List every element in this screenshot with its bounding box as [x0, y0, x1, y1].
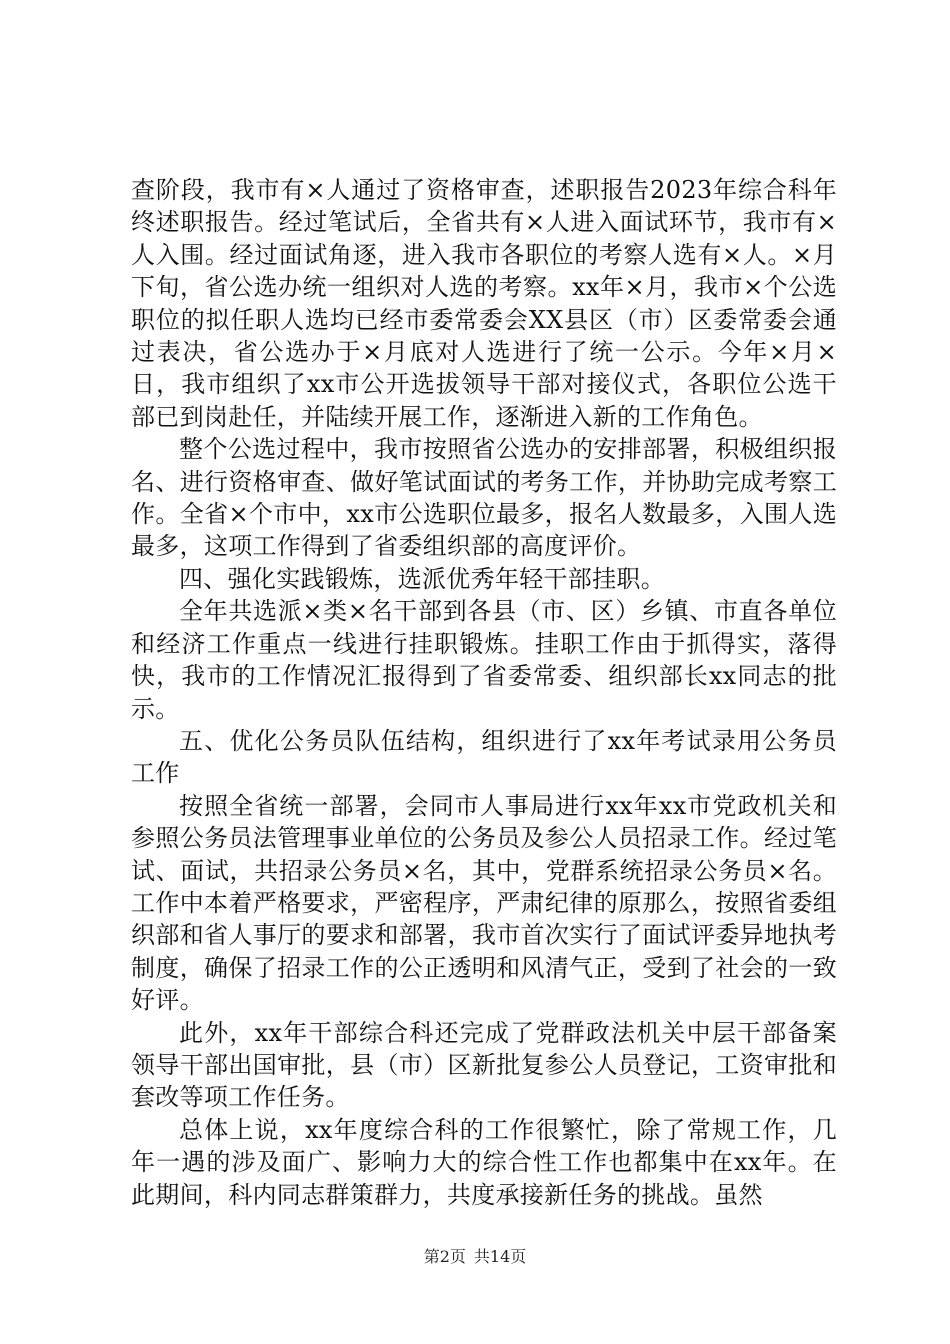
paragraph: 总体上说，xx年度综合科的工作很繁忙，除了常规工作，几年一遇的涉及面广、影响力大的综合性工作也都集中在xx年。在此期间，科内同志群策群力，共度承接新任务的挑战。虽然	[131, 1115, 837, 1209]
paragraph: 按照全省统一部署，会同市人事局进行xx年xx市党政机关和参照公务员法管理事业单位的公务员及参公人员招录工作。经过笔试、面试，共招录公务员×名，其中，党群系统招录公务员×名。工作中本着严格要求，严密程序，严肃纪律的原那么，按照省委组织部和省人事厅的要求和部署，我市首次实行了面试评委异地执考制度，确保了招录工作的公正透明和风清气正，受到了社会的一致好评。	[131, 791, 837, 1015]
page-footer	[0, 1244, 950, 1267]
paragraph: 查阶段，我市有×人通过了资格审查，述职报告2023年综合科年终述职报告。经过笔试后，全省共有×人进入面试环节，我市有×人入围。经过面试角逐，进入我市各职位的考察人选有×人。×月下旬，省公选办统一组织对人选的考察。xx年×月，我市×个公选职位的拟任职人选均已经市委常委会XX县区（市）区委常委会通过表决，省公选办于×月底对人选进行了统一公示。今年×月×日，我市组织了xx市公开选拔领导干部对接仪式，各职位公选干部已到岗赴任，并陆续开展工作，逐渐进入新的工作角色。	[131, 176, 837, 431]
paragraph: 全年共选派×类×名干部到各县（市、区）乡镇、市直各单位和经济工作重点一线进行挂职锻炼。挂职工作由于抓得实，落得快，我市的工作情况汇报得到了省委常委、组织部长xx同志的批示。	[131, 597, 837, 723]
paragraph: 此外，xx年干部综合科还完成了党群政法机关中层干部备案领导干部出国审批，县（市）区新批复参公人员登记，工资审批和套改等项工作任务。	[131, 1018, 837, 1112]
section-heading: 四、强化实践锻炼，选派优秀年轻干部挂职。	[179, 564, 665, 593]
section-heading: 五、优化公务员队伍结构，组织进行了xx年考试录用公务员工作	[131, 726, 837, 788]
paragraph: 整个公选过程中，我市按照省公选办的安排部署，积极组织报名、进行资格审查、做好笔试面试的考务工作，并协助完成考察工作。全省×个市中，xx市公选职位最多，报名人数最多，入围人选最多，这项工作得到了省委组织部的高度评价。	[131, 435, 837, 561]
page-number: 第2页	[423, 1247, 466, 1266]
document-body	[131, 174, 837, 1211]
page-total: 共14页	[473, 1247, 527, 1266]
